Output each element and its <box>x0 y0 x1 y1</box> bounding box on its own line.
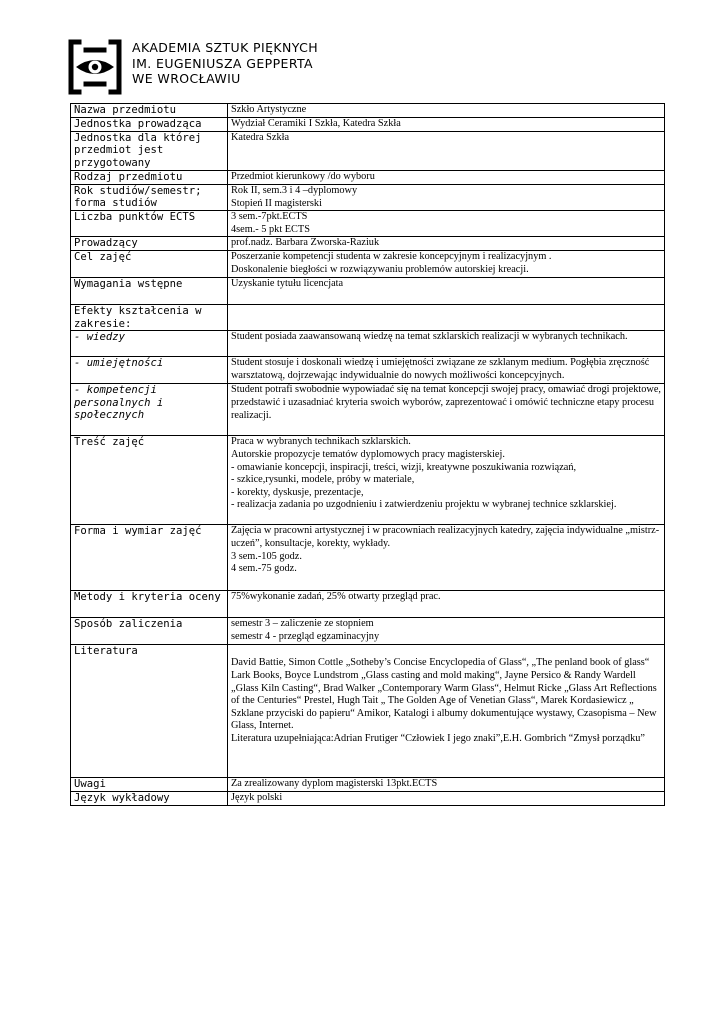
row-label: Metody i kryteria oceny <box>71 591 228 618</box>
row-value <box>228 251 665 278</box>
table-row <box>71 278 665 305</box>
institution-line: IM. EUGENIUSZA GEPPERTA <box>132 55 314 71</box>
row-label: Jednostka prowadząca <box>71 118 228 132</box>
row-value <box>228 436 665 525</box>
row-label: Liczba punktów ECTS <box>71 211 228 237</box>
row-value: Za zrealizowany dyplom magisterski 13pkt.ECTS <box>228 778 665 792</box>
row-label: Jednostka dla której przedmiot jest przygotowany <box>71 132 228 171</box>
row-label: Prowadzący <box>71 237 228 251</box>
row-value: 75%wykonanie zadań, 25% otwarty przegląd prac. <box>228 591 665 618</box>
value-line: - omawianie koncepcji, inspiracji, treści, wizji, kreatywne poszukiwania rozwiązań, <box>231 461 577 473</box>
table-row <box>71 591 665 618</box>
row-label: Wymagania wstępne <box>71 278 228 305</box>
row-value: Uzyskanie tytułu licencjata <box>228 278 665 305</box>
value-line: 4 sem.-75 godz. <box>231 563 297 575</box>
table-row <box>71 237 665 251</box>
row-value <box>228 618 665 645</box>
value-line: Doskonalenie biegłości w rozwiązywaniu problemów autorskiej kreacji. <box>231 263 529 275</box>
row-value: Student potrafi swobodnie wypowiadać się na temat koncepcji swojej pracy, omawiać drogi projektowe, przedstawić i uzasadniać kryteria swoich wyborów, zaprezentować i omówić techniczne etapy procesu realizacji. <box>228 384 665 436</box>
row-value: Student stosuje i doskonali wiedzę i umiejętności związane ze szklanym medium. Pogłębia zręczność warsztatową, dojrzewając indywidualnie do nowych możliwości koncepcyjnych. <box>228 357 665 384</box>
row-value: Wydział Ceramiki I Szkła, Katedra Szkła <box>228 118 665 132</box>
value-line: Poszerzanie kompetencji studenta w zakresie koncepcyjnym i realizacyjnym . <box>231 251 552 263</box>
row-label: Rodzaj przedmiotu <box>71 171 228 185</box>
value-line: 3 sem.-105 godz. <box>231 550 302 562</box>
row-label: Forma i wymiar zajęć <box>71 525 228 591</box>
table-row <box>71 251 665 278</box>
table-row <box>71 305 665 331</box>
row-label: Nazwa przedmiotu <box>71 104 228 118</box>
institution-name <box>132 40 318 87</box>
row-value: Katedra Szkła <box>228 132 665 171</box>
table-row <box>71 792 665 806</box>
row-label: Treść zajęć <box>71 436 228 525</box>
value-line: Zajęcia w pracowni artystycznej i w pracowniach realizacyjnych katedry, zajęcia indywidualne „mistrz-uczeń”, konsultacje, korekty, wykłady. <box>231 525 660 549</box>
value-line: - realizacja zadania po uzgodnieniu i zatwierdzeniu projektu w wybranej technice szklarskiej. <box>231 499 617 511</box>
row-label: - wiedzy <box>71 331 228 357</box>
value-line: - korekty, dyskusje, prezentacje, <box>231 486 364 498</box>
table-row <box>71 645 665 778</box>
row-value <box>228 185 665 211</box>
row-value: prof.nadz. Barbara Zworska-Raziuk <box>228 237 665 251</box>
row-label: Język wykładowy <box>71 792 228 806</box>
value-line: 4sem.- 5 pkt ECTS <box>231 223 310 235</box>
syllabus-table <box>70 103 665 806</box>
academy-logo-icon <box>66 38 124 96</box>
table-row <box>71 436 665 525</box>
row-value <box>228 645 665 778</box>
value-line: Praca w wybranych technikach szklarskich. <box>231 436 411 448</box>
row-label: - umiejętności <box>71 357 228 384</box>
table-row <box>71 778 665 792</box>
institution-line: AKADEMIA SZTUK PIĘKNYCH <box>132 40 319 55</box>
row-label: Uwagi <box>71 778 228 792</box>
value-line: David Battie, Simon Cottle „Sotheby’s Concise Encyclopedia of Glass“, „The penland book of glass“ Lark Books, Boyce Lundstrom „Glass casting and mold making“, Jayne Persico & Randy Wardell „Glass Kiln Casting“, Brad Walker „Contemporary Warm Glass“, Helmut Ricke „Glass Art Reflections of the Centuries“ Prestel, Hugh Tait „ The Golden Age of Venetian Glass“, Marek Kordasiewicz „ Szklane przyciski do papieru“ Amikor, Katalogi i albumy dokumentujące wystawy, Czasopisma – New Glass, Internet. <box>231 657 657 732</box>
row-label: Cel zajęć <box>71 251 228 278</box>
row-label: Sposób zaliczenia <box>71 618 228 645</box>
row-value: Przedmiot kierunkowy /do wyboru <box>228 171 665 185</box>
table-row <box>71 211 665 237</box>
table-row <box>71 118 665 132</box>
row-label: - kompetencji personalnych i społecznych <box>71 384 228 436</box>
table-row <box>71 185 665 211</box>
row-value <box>228 211 665 237</box>
value-line: - szkice,rysunki, modele, próby w materiale, <box>231 474 415 486</box>
row-value <box>228 305 665 331</box>
table-row <box>71 525 665 591</box>
value-line: Literatura uzupełniająca:Adrian Frutiger “Człowiek I jego znaki”,E.H. Gombrich “Zmysł porządku” <box>231 732 646 744</box>
value-line: 3 sem.-7pkt.ECTS <box>231 211 308 223</box>
table-row <box>71 132 665 171</box>
table-row <box>71 618 665 645</box>
institution-header <box>66 38 386 96</box>
row-label: Rok studiów/semestr; forma studiów <box>71 185 228 211</box>
row-label: Literatura <box>71 645 228 778</box>
row-value: Student posiada zaawansowaną wiedzę na temat szklarskich realizacji w wybranych technikach. <box>228 331 665 357</box>
table-row <box>71 171 665 185</box>
value-line: semestr 4 - przegląd egzaminacyjny <box>231 630 380 642</box>
table-row <box>71 384 665 436</box>
row-label: Efekty kształcenia w zakresie: <box>71 305 228 331</box>
row-value: Język polski <box>228 792 665 806</box>
value-line: Rok II, sem.3 i 4 –dyplomowy <box>231 185 358 196</box>
row-value <box>228 525 665 591</box>
value-line: Stopień II magisterski <box>231 197 322 209</box>
institution-line: WE WROCŁAWIU <box>132 71 241 86</box>
row-value: Szkło Artystyczne <box>228 104 665 118</box>
table-row <box>71 357 665 384</box>
table-row <box>71 104 665 118</box>
table-row <box>71 331 665 357</box>
value-line: Autorskie propozycje tematów dyplomowych pracy magisterskiej. <box>231 448 505 460</box>
value-line: semestr 3 – zaliczenie ze stopniem <box>231 618 374 630</box>
